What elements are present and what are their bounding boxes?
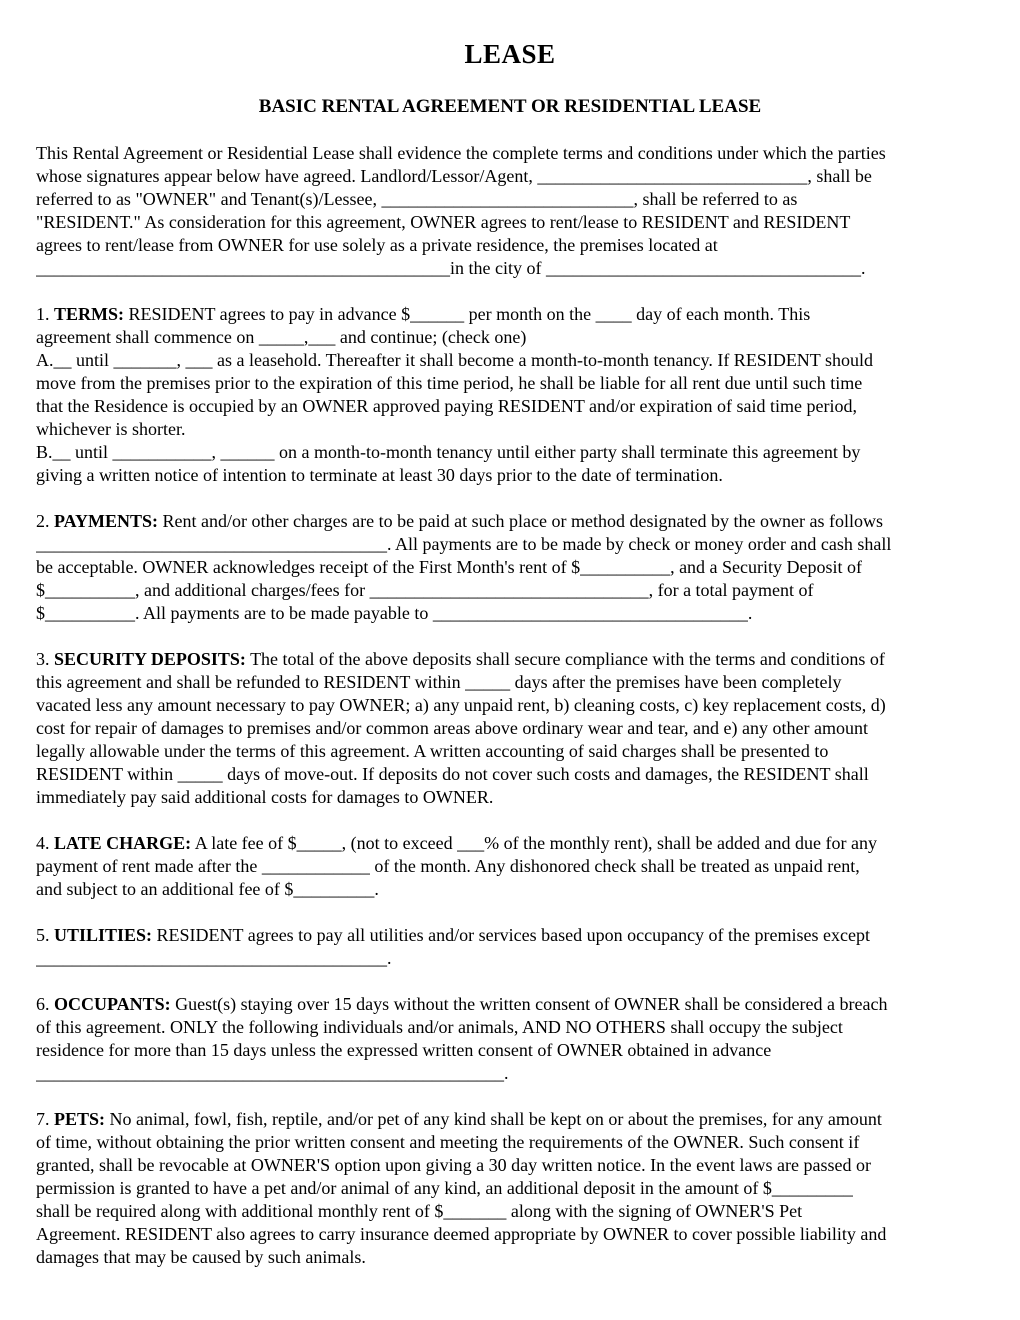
section-line: be acceptable. OWNER acknowledges receipt of the First Month's rent of $__________, and a Security Deposit of [36, 557, 863, 577]
section-1-paragraph [36, 303, 984, 487]
section-line: cost for repair of damages to premises and/or common areas above ordinary wear and tear, and e) any other amount [36, 718, 868, 738]
section-line: $__________. All payments are to be made payable to ___________________________________. [36, 603, 753, 623]
document-title: LEASE [464, 39, 556, 69]
section-line: ____________________________________________________. [36, 1063, 509, 1083]
section-line: immediately pay said additional costs for damages to OWNER. [36, 787, 494, 807]
section-line: move from the premises prior to the expiration of this time period, he shall be liable for all rent due until such time [36, 373, 863, 393]
section-first-line [36, 303, 984, 326]
section-line: of this agreement. ONLY the following individuals and/or animals, AND NO OTHERS shall occupy the subject [36, 1017, 843, 1037]
section-number: 7. [36, 1109, 54, 1129]
section-number: 4. [36, 833, 54, 853]
section-line: granted, shall be revocable at OWNER'S option upon giving a 30 day written notice. In the event laws are passed or [36, 1155, 872, 1175]
section-text: A late fee of $_____, (not to exceed ___% of the monthly rent), shall be added and due for any [191, 833, 877, 853]
section-4-paragraph [36, 832, 984, 901]
section-text: The total of the above deposits shall secure compliance with the terms and conditions of [245, 649, 885, 669]
section-6-paragraph [36, 993, 984, 1085]
document-subtitle: BASIC RENTAL AGREEMENT OR RESIDENTIAL LEASE [258, 96, 762, 117]
section-heading: UTILITIES: [54, 925, 153, 945]
section-line: B.__ until ___________, ______ on a month-to-month tenancy until either party shall terminate this agreement by [36, 442, 861, 462]
section-line: legally allowable under the terms of this agreement. A written accounting of said charges shall be presented to [36, 741, 829, 761]
section-first-line [36, 832, 984, 855]
section-line: RESIDENT within _____ days of move-out. If deposits do not cover such costs and damages, the RESIDENT shall [36, 764, 869, 784]
section-heading: TERMS: [54, 304, 125, 324]
section-number: 1. [36, 304, 54, 324]
section-heading: SECURITY DEPOSITS: [54, 649, 246, 669]
section-heading: PAYMENTS: [54, 511, 159, 531]
section-line: of time, without obtaining the prior written consent and meeting the requirements of the OWNER. Such consent if [36, 1132, 860, 1152]
section-text: No animal, fowl, fish, reptile, and/or pet of any kind shall be kept on or about the premises, for any amount [105, 1109, 882, 1129]
section-line: and subject to an additional fee of $_________. [36, 879, 379, 899]
section-line: that the Residence is occupied by an OWNER approved paying RESIDENT and/or expiration of said time period, [36, 396, 857, 416]
section-heading: OCCUPANTS: [54, 994, 171, 1014]
section-2-paragraph [36, 510, 984, 625]
section-3-paragraph [36, 648, 984, 809]
section-line: vacated less any amount necessary to pay OWNER; a) any unpaid rent, b) cleaning costs, c) key replacement costs, d) [36, 695, 886, 715]
intro-line: "RESIDENT." As consideration for this agreement, OWNER agrees to rent/lease to RESIDENT and RESIDENT [36, 212, 851, 232]
document-body [36, 142, 984, 1269]
section-line: whichever is shorter. [36, 419, 186, 439]
section-first-line [36, 648, 984, 671]
section-first-line [36, 510, 984, 533]
section-5-paragraph [36, 924, 984, 970]
section-first-line [36, 1108, 984, 1131]
section-line: damages that may be caused by such animals. [36, 1247, 366, 1267]
section-text: RESIDENT agrees to pay in advance $______ per month on the ____ day of each month. This [124, 304, 811, 324]
intro-line: ______________________________________________in the city of ___________________________________. [36, 258, 866, 278]
intro-line: referred to as "OWNER" and Tenant(s)/Lessee, ____________________________, shall be referred to as [36, 189, 798, 209]
intro-line: This Rental Agreement or Residential Lease shall evidence the complete terms and conditions under which the parties [36, 143, 886, 163]
section-line: _______________________________________. All payments are to be made by check or money order and cash shall [36, 534, 892, 554]
section-heading: LATE CHARGE: [54, 833, 192, 853]
section-number: 3. [36, 649, 54, 669]
section-text: RESIDENT agrees to pay all utilities and/or services based upon occupancy of the premises except [152, 925, 870, 945]
section-heading: PETS: [54, 1109, 106, 1129]
section-number: 6. [36, 994, 54, 1014]
section-text: Guest(s) staying over 15 days without the written consent of OWNER shall be considered a breach [170, 994, 888, 1014]
section-7-paragraph [36, 1108, 984, 1269]
section-first-line [36, 993, 984, 1016]
section-line: residence for more than 15 days unless the expressed written consent of OWNER obtained in advance [36, 1040, 772, 1060]
section-line: permission is granted to have a pet and/or animal of any kind, an additional deposit in the amount of $_________ [36, 1178, 853, 1198]
section-first-line [36, 924, 984, 947]
section-line: shall be required along with additional monthly rent of $_______ along with the signing of OWNER'S Pet [36, 1201, 803, 1221]
section-number: 2. [36, 511, 54, 531]
section-text: Rent and/or other charges are to be paid at such place or method designated by the owner as follows [158, 511, 883, 531]
section-line: giving a written notice of intention to terminate at least 30 days prior to the date of termination. [36, 465, 723, 485]
intro-line: whose signatures appear below have agreed. Landlord/Lessor/Agent, ______________________________, shall be [36, 166, 872, 186]
section-number: 5. [36, 925, 54, 945]
section-line: A.__ until _______, ___ as a leasehold. Thereafter it shall become a month-to-month tenancy. If RESIDENT should [36, 350, 873, 370]
section-line: payment of rent made after the ____________ of the month. Any dishonored check shall be treated as unpaid rent, [36, 856, 860, 876]
section-line: agreement shall commence on _____,___ and continue; (check one) [36, 327, 527, 347]
intro-paragraph [36, 142, 984, 280]
section-line: $__________, and additional charges/fees for _______________________________, for a total payment of [36, 580, 814, 600]
section-line: Agreement. RESIDENT also agrees to carry insurance deemed appropriate by OWNER to cover possible liability and [36, 1224, 887, 1244]
section-line: _______________________________________. [36, 948, 392, 968]
intro-line: agrees to rent/lease from OWNER for use solely as a private residence, the premises located at [36, 235, 718, 255]
section-line: this agreement and shall be refunded to RESIDENT within _____ days after the premises have been completely [36, 672, 842, 692]
